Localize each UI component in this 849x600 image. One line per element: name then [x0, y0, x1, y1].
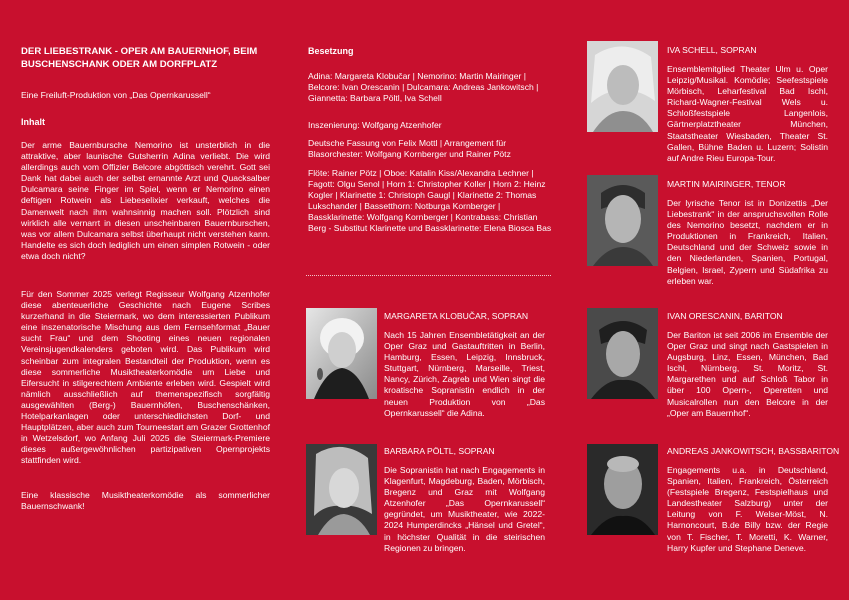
singer-bio: Der lyrische Tenor ist in Donizettis „Der Liebestrank“ in der anspruchsvollen Rolle des Nemorino besetzt, nachdem er in Produktionen in Frankreich, Italien, Deutschland und der Schweiz sowie in den Niederlanden, Spanien, Portugal, Belgien, Israel, Zypern und Südafrika zu erleben war.: [667, 198, 828, 286]
inszenierung-credit: Inszenierung: Wolfgang Atzenhofer: [308, 120, 442, 130]
singer-name: IVAN ORESCANIN, BARITON: [667, 311, 783, 321]
singer-name: BARBARA PÖLTL, SOPRAN: [384, 446, 495, 456]
portrait-barbara-poeltl: [306, 444, 377, 535]
singer-bio: Der Bariton ist seit 2006 im Ensemble der Oper Graz und singt nach Gastspielen in Augsburg, Linz, Essen, München, Bad Ischl, Nürnberg, St. Moritz, St. Margarethen und auf Schloß Tabor in über 100 Opern-, Operetten und Musicalrollen nun den Belcore in der „Oper am Bauernhof“.: [667, 330, 828, 418]
singer-name: ANDREAS JANKOWITSCH, BASSBARITON: [667, 446, 840, 456]
orchestra-credits: Flöte: Rainer Pötz | Oboe: Katalin Kiss/Alexandra Lechner | Fagott: Olgu Senol | Horn 1: Christopher Koller | Horn 2: Heinz Kogler | Klarinette 1: Christoph Gaugl | Klarinette 2: Thomas Lukschander | Bassetthorn: Notburga Kornberger | Bassklarinette: Wolfgang Kornberger | Kontrabass: Christian Berg - Substitut Klarinette und Bassklarinette: Elena Biosca Bas: [308, 168, 552, 234]
singer-bio: Die Sopranistin hat nach Engagements in Klagenfurt, Magdeburg, Baden, Mörbisch, Bregenz und Graz mit Wolfgang Atzenhofer „Das Opernkarussell“ gegründet, um Musiktheater, wie 2022-2024 Humperdincks „Hänsel und Gretel“, in höchster Qualität in die steirischen Regionen zu bringen.: [384, 465, 545, 553]
singer-bio: Engagements u.a. in Deutschland, Spanien, Italien, Frankreich, Österreich (Festspiele Bregenz, Festspielhaus und Landestheater Salzburg) unter der Leitung von F. Welser-Möst, N. Harnoncourt, B.de Billy bzw. der Regie von T. Fischer, T. Moretti, K. Warner, Harry Kupfer und Stephane Deneve.: [667, 465, 828, 553]
inhalt-heading: Inhalt: [21, 117, 45, 127]
singer-bio: Nach 15 Jahren Ensembletätigkeit an der Oper Graz und Gastauftritten in Berlin, Hamburg, Essen, Leipzig, Innsbruck, Stuttgart, Nürnberg, Marseille, Triest, Nancy, Zürich, Zagreb und Wien singt die kroatische Sopranistin endlich in der neuen Produktion von „Das Opernkarussell“ die Adina.: [384, 330, 545, 418]
singer-name: MARGARETA KLOBUČAR, SOPRAN: [384, 311, 529, 321]
besetzung-heading: Besetzung: [308, 46, 354, 56]
synopsis-paragraph-3: Eine klassische Musiktheaterkomödie als sommerlicher Bauernschwank!: [21, 490, 270, 512]
singer-bio: Ensemblemitglied Theater Ulm u. Oper Leipzig/Musikal. Komödie; Seefestspiele Mörbisch, Leharfestival Bad Ischl, Richard-Wagner-Festival Wels u. Schloßfestspiele Langenlois, Gärtnerplatztheater München, Staatstheater Wiesbaden, Theater St. Gallen, Bühne Baden u. Luzern; Solistin auf Andre Rieu Europa-Tour.: [667, 64, 828, 163]
synopsis-paragraph-1: Der arme Bauernbursche Nemorino ist unsterblich in die attraktive, aber launische Gutsherrin Adina verliebt. Die wird allerdings auch vom Offizier Belcore abgöttisch verehrt. Gott sei Dank hat dabei auch der selbst ernannte Arzt und Quacksalber Dulcamara seine Finger im Spiel, wenn er Nemorino einen deftigen Rotwein als Liebeselixier verkauft, welches die Damenwelt nach ihm wahnsinnig machen soll. Plötzlich sind wirklich alle vernarrt in diesen unscheinbaren Bauernburschen, was vor allem Dulcamara selbst überhaupt nicht verstehen kann. Handelte es sich doch lediglich um einen simplen Rotwein - oder etwa doch nicht?: [21, 140, 270, 261]
singer-name: MARTIN MAIRINGER, TENOR: [667, 179, 786, 189]
fassung-credit: Deutsche Fassung von Felix Mottl | Arrangement für Blasorchester: Wolfgang Kornberger und Rainer Pötz: [308, 138, 511, 160]
portrait-andreas-jankowitsch: [587, 444, 658, 535]
portrait-martin-mairinger: [587, 175, 658, 266]
page-title: DER LIEBESTRANK - OPER AM BAUERNHOF, BEIM BUSCHENSCHANK ODER AM DORFPLATZ: [21, 46, 258, 70]
portrait-ivan-orescanin: [587, 308, 658, 399]
cast-roles: Adina: Margareta Klobučar | Nemorino: Martin Mairinger | Belcore: Ivan Orescanin | Dulcamara: Andreas Jankowitsch | Giannetta: Barbara Pöltl, Iva Schell: [308, 71, 539, 104]
synopsis-paragraph-2: Für den Sommer 2025 verlegt Regisseur Wolfgang Atzenhofer diese abenteuerliche Geschichte nach Eugene Scribes kurzerhand in die Steiermark, wo dem interessierten Publikum eine inszenatorische Mischung aus dem Fernsehformat „Bauer sucht Frau“ und dem Shooting eines neuen regionalen Vereinsjugendkalenders geboten wird. Das Publikum wird scheinbar zum integralen Bestandteil der Produktion, wenn es diese sommerliche Musiktheaterkomödie um Liebe und Eifersucht in stilgerechtem Ambiente erleben wird. Gespielt wird nämlich ausschließlich auf themenspezifisch sorgfältig ausgewählten (Berg-) Bauernhöfen, Buschenschänken, Hotelparkanlagen oder unterschiedlichsten Dorf- und Hauptplätzen, aber auch zum Tourneestart am Grazer Grottenhof in Wetzelsdorf, wo Anfang Juli 2025 die Steiermark-Premiere dieses außergewöhnlichen partizipativen Opernprojekts stattfinden wird.: [21, 289, 270, 466]
portrait-margareta-klobucar: [306, 308, 377, 399]
production-subtitle: Eine Freiluft-Produktion von „Das Opernkarussell“: [21, 90, 211, 100]
section-divider: [306, 275, 551, 276]
portrait-iva-schell: [587, 41, 658, 132]
singer-name: IVA SCHELL, SOPRAN: [667, 45, 757, 55]
